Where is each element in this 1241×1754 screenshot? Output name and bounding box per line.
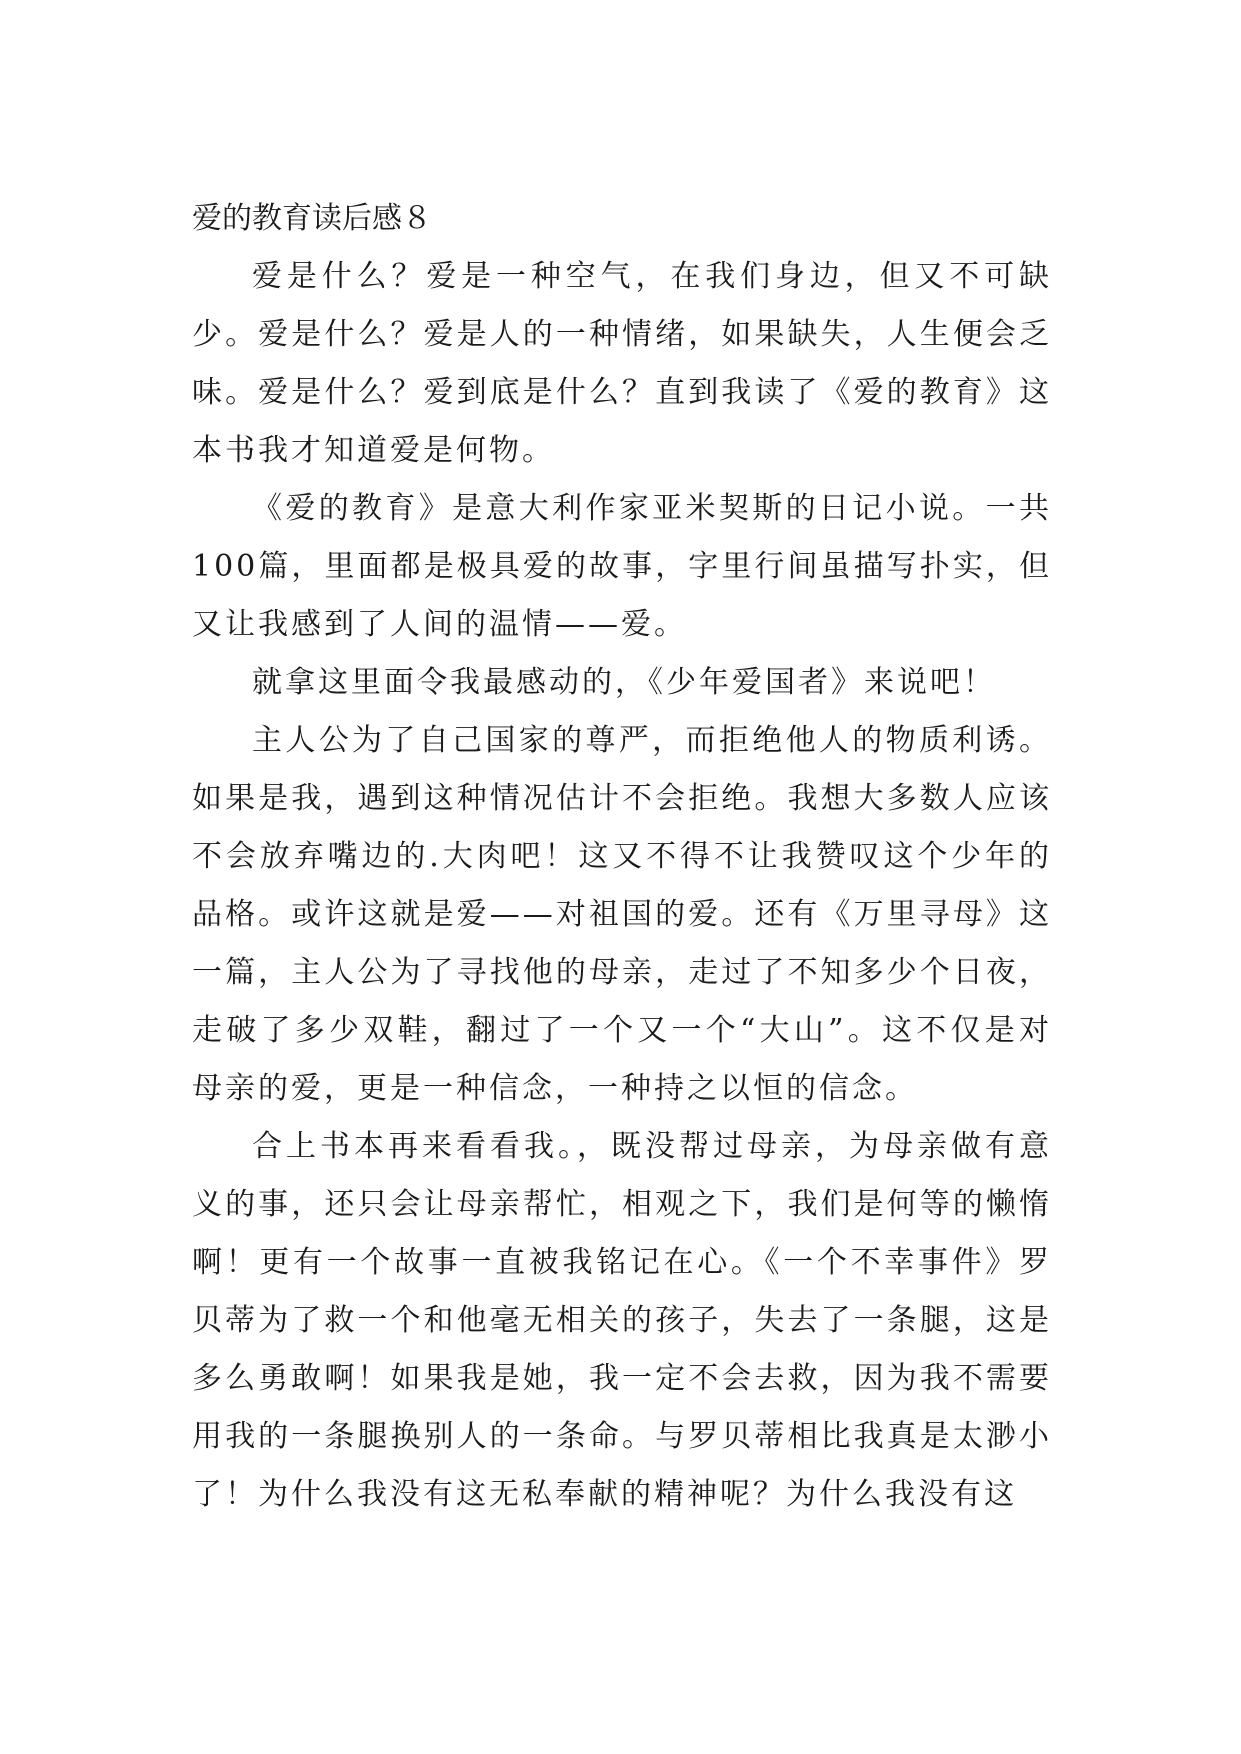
document-body (192, 190, 1052, 1524)
document-title: 爱的教育读后感８ (192, 201, 432, 236)
paragraph-3: 就拿这里面令我最感动的，《少年爱国者》来说吧！ (252, 665, 996, 700)
paragraph-5: 合上书本再来看看我。，既没帮过母亲，为母亲做有意义的事，还只会让母亲帮忙，相观之下，我们是何等的懒惰啊！更有一个故事一直被我铭记在心。《一个不幸事件》罗贝蒂为了救一个和他毫无相关的孩子，失去了一条腿，这是多么勇敢啊！如果我是她，我一定不会去救，因为我不需要用我的一条腿换别人的一条命。与罗贝蒂相比我真是太渺小了！为什么我没有这无私奉献的精神呢？为什么我没有这 (192, 1129, 1052, 1512)
paragraph-1: 爱是什么？爱是一种空气，在我们身边，但又不可缺少。爱是什么？爱是人的一种情绪，如果缺失，人生便会乏味。爱是什么？爱到底是什么？直到我读了《爱的教育》这本书我才知道爱是何物。 (192, 259, 1052, 468)
paragraph-4: 主人公为了自己国家的尊严，而拒绝他人的物质利诱。如果是我，遇到这种情况估计不会拒绝。我想大多数人应该不会放弃嘴边的.大肉吧！这又不得不让我赞叹这个少年的品格。或许这就是爱——对祖国的爱。还有《万里寻母》这一篇，主人公为了寻找他的母亲，走过了不知多少个日夜，走破了多少双鞋，翻过了一个又一个“大山”。这不仅是对母亲的爱，更是一种信念，一种持之以恒的信念。 (192, 723, 1052, 1106)
paragraph-2: 《爱的教育》是意大利作家亚米契斯的日记小说。一共100篇，里面都是极具爱的故事，字里行间虽描写扑实，但又让我感到了人间的温情——爱。 (192, 491, 1052, 642)
